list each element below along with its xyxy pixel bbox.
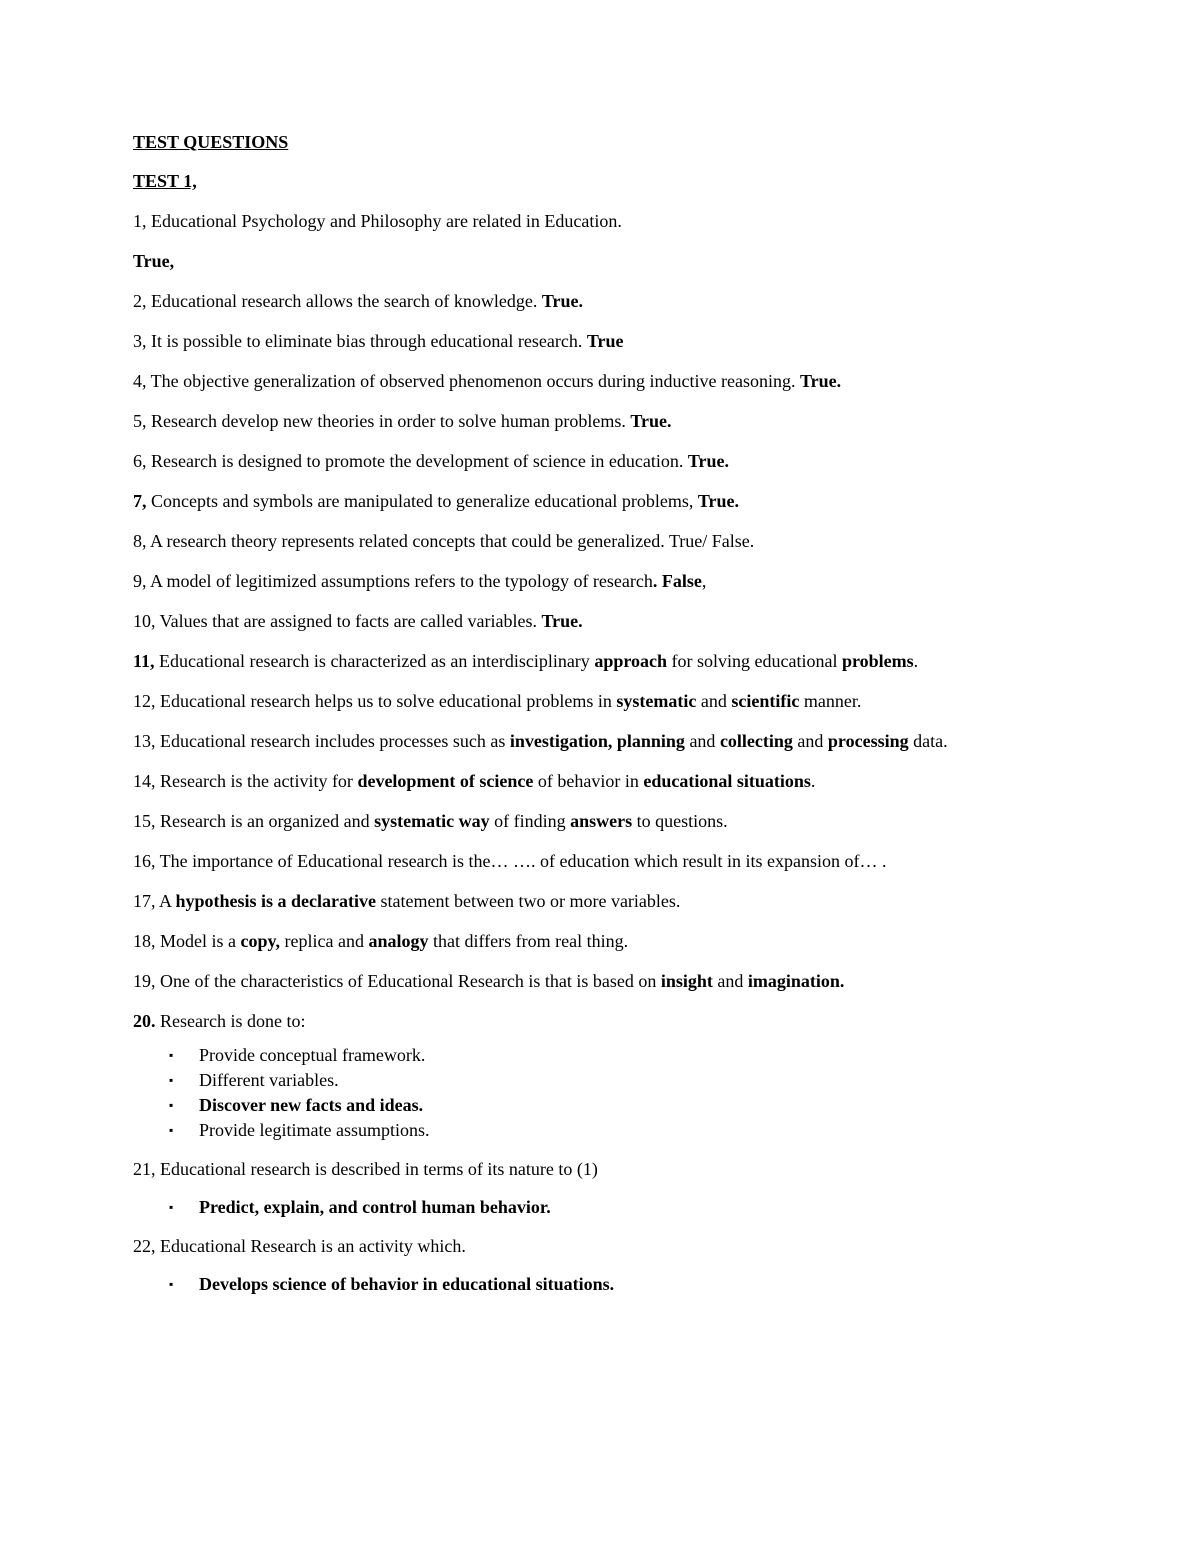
document-page [133, 130, 993, 1311]
question-text: 15, Research is an organized and [133, 811, 375, 831]
question-text: 10, Values that are assigned to facts are called variables. [133, 611, 542, 631]
answer-text: . False [652, 571, 702, 591]
question-text: of behavior in [533, 771, 644, 791]
bullet-item: ▪ Discover new facts and ideas. [133, 1093, 993, 1118]
question-text: 13, Educational research includes processes such as [133, 731, 510, 751]
question-text: statement between two or more variables. [376, 891, 681, 911]
question-text: for solving educational [667, 651, 842, 671]
question-text: 14, Research is the activity for [133, 771, 358, 791]
question-text: 12, Educational research helps us to solve educational problems in [133, 691, 617, 711]
answer-text: processing [827, 731, 909, 751]
question-item [133, 529, 993, 554]
answer-text: educational situations [643, 771, 811, 791]
question-item [133, 409, 993, 434]
question-text: 2, Educational research allows the search of knowledge. [133, 291, 542, 311]
answer-list-21 [133, 1195, 993, 1220]
question-text: 9, A model of legitimized assumptions refers to the typology of research [133, 571, 653, 591]
answer-text: True. [799, 371, 842, 391]
question-item [133, 849, 993, 874]
answer-text: True [586, 331, 624, 351]
bullet-item: ▪ Develops science of behavior in educational situations. [133, 1272, 993, 1297]
answer-text: insight [660, 971, 713, 991]
question-item [133, 289, 993, 314]
question-22: 22, Educational Research is an activity which. [133, 1236, 466, 1256]
question-item [133, 329, 993, 354]
question-list [133, 209, 993, 1034]
bullet-item: ▪ Provide legitimate assumptions. [133, 1118, 993, 1143]
answer-text: approach [594, 651, 667, 671]
answer-text: True, [133, 251, 175, 271]
question-text: 8, A research theory represents related concepts that could be generalized. True/ False. [133, 531, 755, 551]
question-item [133, 729, 993, 754]
question-text: 3, It is possible to eliminate bias through educational research. [133, 331, 587, 351]
question-text: 6, Research is designed to promote the development of science in education. [133, 451, 688, 471]
question-item [133, 969, 993, 994]
question-text: . [913, 651, 919, 671]
answer-text: problems [841, 651, 914, 671]
answer-text: hypothesis is a declarative [175, 891, 377, 911]
answer-text: imagination. [747, 971, 845, 991]
question-text: replica and [280, 931, 369, 951]
answer-text: True. [630, 411, 672, 431]
question-item [133, 769, 993, 794]
question-item [133, 449, 993, 474]
question-item [133, 929, 993, 954]
question-item [133, 1009, 993, 1034]
question-text: Educational research is characterized as an interdisciplinary [154, 651, 595, 671]
question-text: , [701, 571, 707, 591]
answer-text: analogy [368, 931, 429, 951]
question-text: Concepts and symbols are manipulated to generalize educational problems, [146, 491, 698, 511]
answer-text: systematic way [374, 811, 490, 831]
question-text: of finding [489, 811, 571, 831]
answer-text: scientific [731, 691, 800, 711]
answer-text: investigation, planning [509, 731, 685, 751]
question-text: 18, Model is a [133, 931, 241, 951]
question-item [133, 689, 993, 714]
answer-text: 7, [133, 491, 147, 511]
bullet-item: ▪ Different variables. [133, 1068, 993, 1093]
answer-text: copy, [240, 931, 281, 951]
answer-text: 11, [133, 651, 155, 671]
question-text: and [792, 731, 828, 751]
question-item [133, 569, 993, 594]
question-21: 21, Educational research is described in terms of its nature to (1) [133, 1159, 598, 1179]
answer-text: 20. [133, 1011, 156, 1031]
question-item [133, 609, 993, 634]
bullet-item: ▪ Provide conceptual framework. [133, 1043, 993, 1068]
bullet-item: ▪ Predict, explain, and control human behavior. [133, 1195, 993, 1220]
question-text: 4, The objective generalization of observed phenomenon occurs during inductive reasoning. [133, 371, 800, 391]
answer-text: answers [570, 811, 633, 831]
answer-text: True. [541, 291, 584, 311]
question-item [133, 489, 993, 514]
answer-list-22 [133, 1272, 993, 1297]
answer-text: collecting [719, 731, 793, 751]
answer-text: True. [687, 451, 729, 471]
answer-text: True. [541, 611, 583, 631]
test-heading: TEST 1, [133, 171, 197, 191]
question-text: 5, Research develop new theories in order to solve human problems. [133, 411, 631, 431]
question-text: Research is done to: [155, 1011, 306, 1031]
question-item [133, 649, 993, 674]
question-text: manner. [799, 691, 862, 711]
answer-options-20 [133, 1043, 993, 1143]
question-text: 16, The importance of Educational research is the… …. of education which result in its expansion of… . [133, 851, 887, 871]
question-item [133, 809, 993, 834]
question-text: and [684, 731, 720, 751]
question-text: 1, Educational Psychology and Philosophy are related in Education. [133, 211, 622, 231]
answer-text: True. [697, 491, 740, 511]
question-text: 19, One of the characteristics of Educational Research is that is based on [133, 971, 661, 991]
question-item [133, 369, 993, 394]
question-text: data. [908, 731, 948, 751]
answer-text: systematic [616, 691, 697, 711]
question-item [133, 889, 993, 914]
document-title: TEST QUESTIONS [133, 132, 289, 152]
question-text: and [712, 971, 748, 991]
question-text: to questions. [632, 811, 728, 831]
question-item [133, 249, 993, 274]
answer-text: development of science [357, 771, 534, 791]
question-item [133, 209, 993, 234]
question-text: that differs from real thing. [428, 931, 629, 951]
question-text: 17, A [133, 891, 176, 911]
question-text: . [810, 771, 816, 791]
question-text: and [696, 691, 732, 711]
